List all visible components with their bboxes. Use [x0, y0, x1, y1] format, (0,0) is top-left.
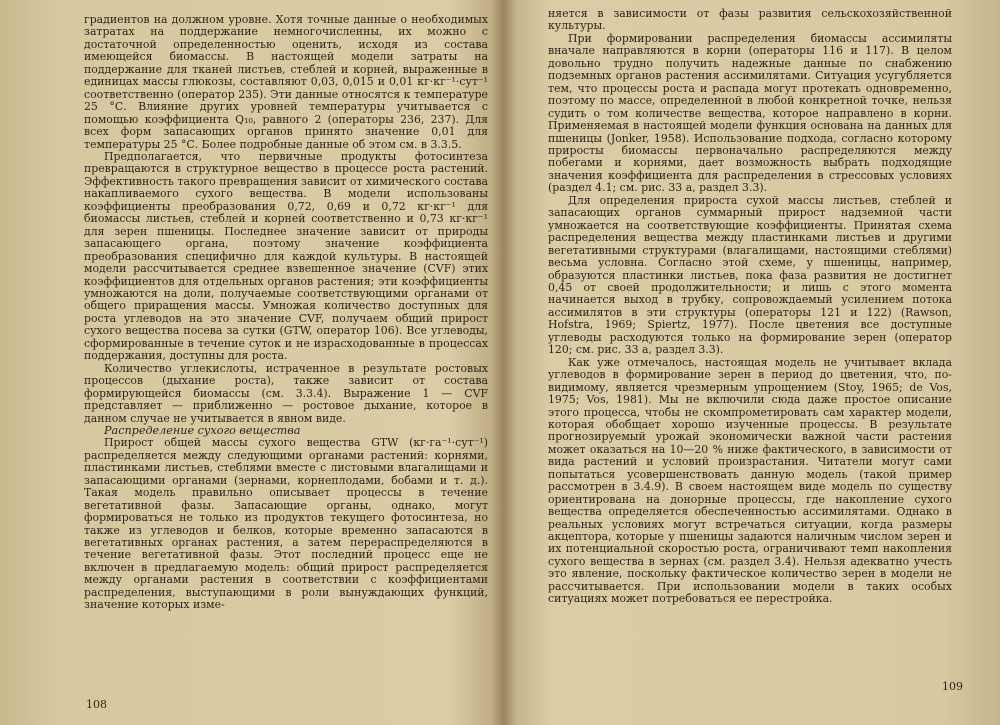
- left-paragraph-1: градиентов на должном уровне. Хотя точные данные о необходимых затратах на поддержание немногочисленны, их можно с достаточной определенностью оценить, исходя из состава имеющейся биомассы. В настоящей модели затраты на поддержание для тканей листьев, стеблей и корней, выраженные в единицах массы глюкозы, составляют 0,03, 0,015 и 0,01 кг·кг⁻¹·сут⁻¹ соответственно (оператор 235). Эти данные относятся к температуре 25 °С. Влияние других уровней температуры учитывается с помощью коэффициента Q₁₀, равного 2 (операторы 236, 237). Для всех форм запасающих органов принято значение 0,01 для температуры 25 °С. Более подробные данные об этом см. в 3.3.5.: [84, 13, 488, 151]
- section-heading: Распределение сухого вещества: [104, 423, 301, 437]
- right-page-number: 109: [942, 680, 963, 693]
- right-paragraph-3: Для определения прироста сухой массы листьев, стеблей и запасающих органов суммарный прирост надземной части умножается на соответствующие коэффициенты. Принятая схема распределения вещества между пластинками листьев и другими вегетативными структурами (влагалищами, настоящими стеблями) весьма условна. Согласно этой схеме, у пшеницы, например, образуются пластинки листьев, пока фаза развития не достигнет 0,45 от своей продолжительности; и лишь с этого момента начинается выход в трубку, сопровождаемый усилением потока ассимилятов в эти структуры (операторы 121 и 122) (Rawson, Hofstra, 1969; Spiertz, 1977). После цветения все доступные углеводы расходуются только на формирование зерен (оператор 120; см. рис. 33 а, раздел 3.3).: [548, 193, 952, 357]
- left-paragraph-4: Прирост общей массы сухого вещества GTW (кг·га⁻¹·сут⁻¹) распределяется между следующими органами растений: корнями, пластинками листьев, стеблями вместе с листовыми влагалищами и запасающими органами (зернами, корнеплодами, бобами и т. д.). Такая модель правильно описывает процессы в течение вегетативной фазы. Запасающие органы, однако, могут формироваться не только из продуктов текущего фотосинтеза, но также из углеводов и белков, которые временно запасаются в вегетативных органах растения, а затем перераспределяются в течение вегетативной фазы. Этот последний процесс еще не включен в предлагаемую модель: общий прирост распределяется между органами растения в соответствии с коэффициентами распределения, выступающими в роли вынуждающих функций, значение которых изме-: [84, 436, 488, 612]
- right-page: [548, 8, 952, 606]
- right-paragraph-2: При формировании распределения биомассы ассимиляты вначале направляются в корни (операторы 116 и 117). В целом довольно трудно получить надежные данные по снабжению подземных органов растения ассимилятами. Ситуация усугубляется тем, что процессы роста и распада могут протекать одновременно, поэтому по массе, определенной в любой конкретной точке, нельзя судить о том количестве вещества, которое направлено в корни. Применяемая в настоящей модели функция основана на данных для пшеницы (Jonker, 1958). Использование подхода, согласно которому приросты биомассы первоначально распределяются между побегами и корнями, дает возможность выбрать подходящие значения коэффициента для распределения в стрессовых условиях (раздел 4.1; см. рис. 33 а, раздел 3.3).: [548, 31, 952, 195]
- left-page-number: 108: [86, 698, 107, 711]
- right-paragraph-4: Как уже отмечалось, настоящая модель не учитывает вклада углеводов в формирование зерен в период до цветения, что, по-видимому, является чрезмерным упрощением (Stoy, 1965; de Vos, 1975; Vos, 1981). Мы не включили сюда даже простое описание этого процесса, чтобы не скомпрометировать сам характер модели, которая обобщает хорошо изученные процессы. В результате прогнозируемый урожай экономически важной части растения может оказаться на 10—20 % ниже фактического, в зависимости от вида растений и условий произрастания. Читатели могут сами попытаться усовершенствовать данную модель (такой пример рассмотрен в 3.4.9). В своем настоящем виде модель по существу ориентирована на донорные процессы, где накопление сухого вещества определяется обеспеченностью ассимилятами. Однако в реальных условиях могут встречаться ситуации, когда размеры акцептора, которые у пшеницы задаются наличным числом зерен и их потенциальной скоростью роста, ограничивают темп накопления сухого вещества в зернах (см. раздел 3.4). Нельзя адекватно учесть это явление, поскольку фактическое количество зерен в модели не рассчитывается. При использовании модели в таких особых ситуациях может потребоваться ее перестройка.: [548, 355, 952, 606]
- right-paragraph-1: няется в зависимости от фазы развития сельскохозяйственной культуры.: [548, 7, 952, 33]
- book-gutter: [492, 0, 516, 725]
- left-paragraph-3: Количество углекислоты, истраченное в результате ростовых процессов (дыхание роста), также зависит от состава формирующейся биомассы (см. 3.3.4). Выражение 1 — CVF представляет — приближенно — ростовое дыхание, которое в данном случае не учитывается в явном виде.: [84, 361, 488, 425]
- left-paragraph-2: Предполагается, что первичные продукты фотосинтеза превращаются в структурное вещество в процессе роста растений. Эффективность такого превращения зависит от химического состава накапливаемого сухого вещества. В модели использованы коэффициенты преобразования 0,72, 0,69 и 0,72 кг·кг⁻¹ для биомассы листьев, стеблей и корней соответственно и 0,73 кг·кг⁻¹ для зерен пшеницы. Последнее значение зависит от природы запасающего органа, поэтому значение коэффициента преобразования специфично для каждой культуры. В настоящей модели рассчитывается среднее взвешенное значение (CVF) этих коэффициентов для отдельных органов растения; эти коэффициенты умножаются на доли, получаемые соответствующими органами от общего приращения массы. Умножая количество доступных для роста углеводов на это значение CVF, получаем общий прирост сухого вещества посева за сутки (GTW, оператор 106). Все углеводы, сформированные в течение суток и не израсходованные в процессах поддержания, доступны для роста.: [84, 149, 488, 363]
- left-page: [84, 14, 488, 612]
